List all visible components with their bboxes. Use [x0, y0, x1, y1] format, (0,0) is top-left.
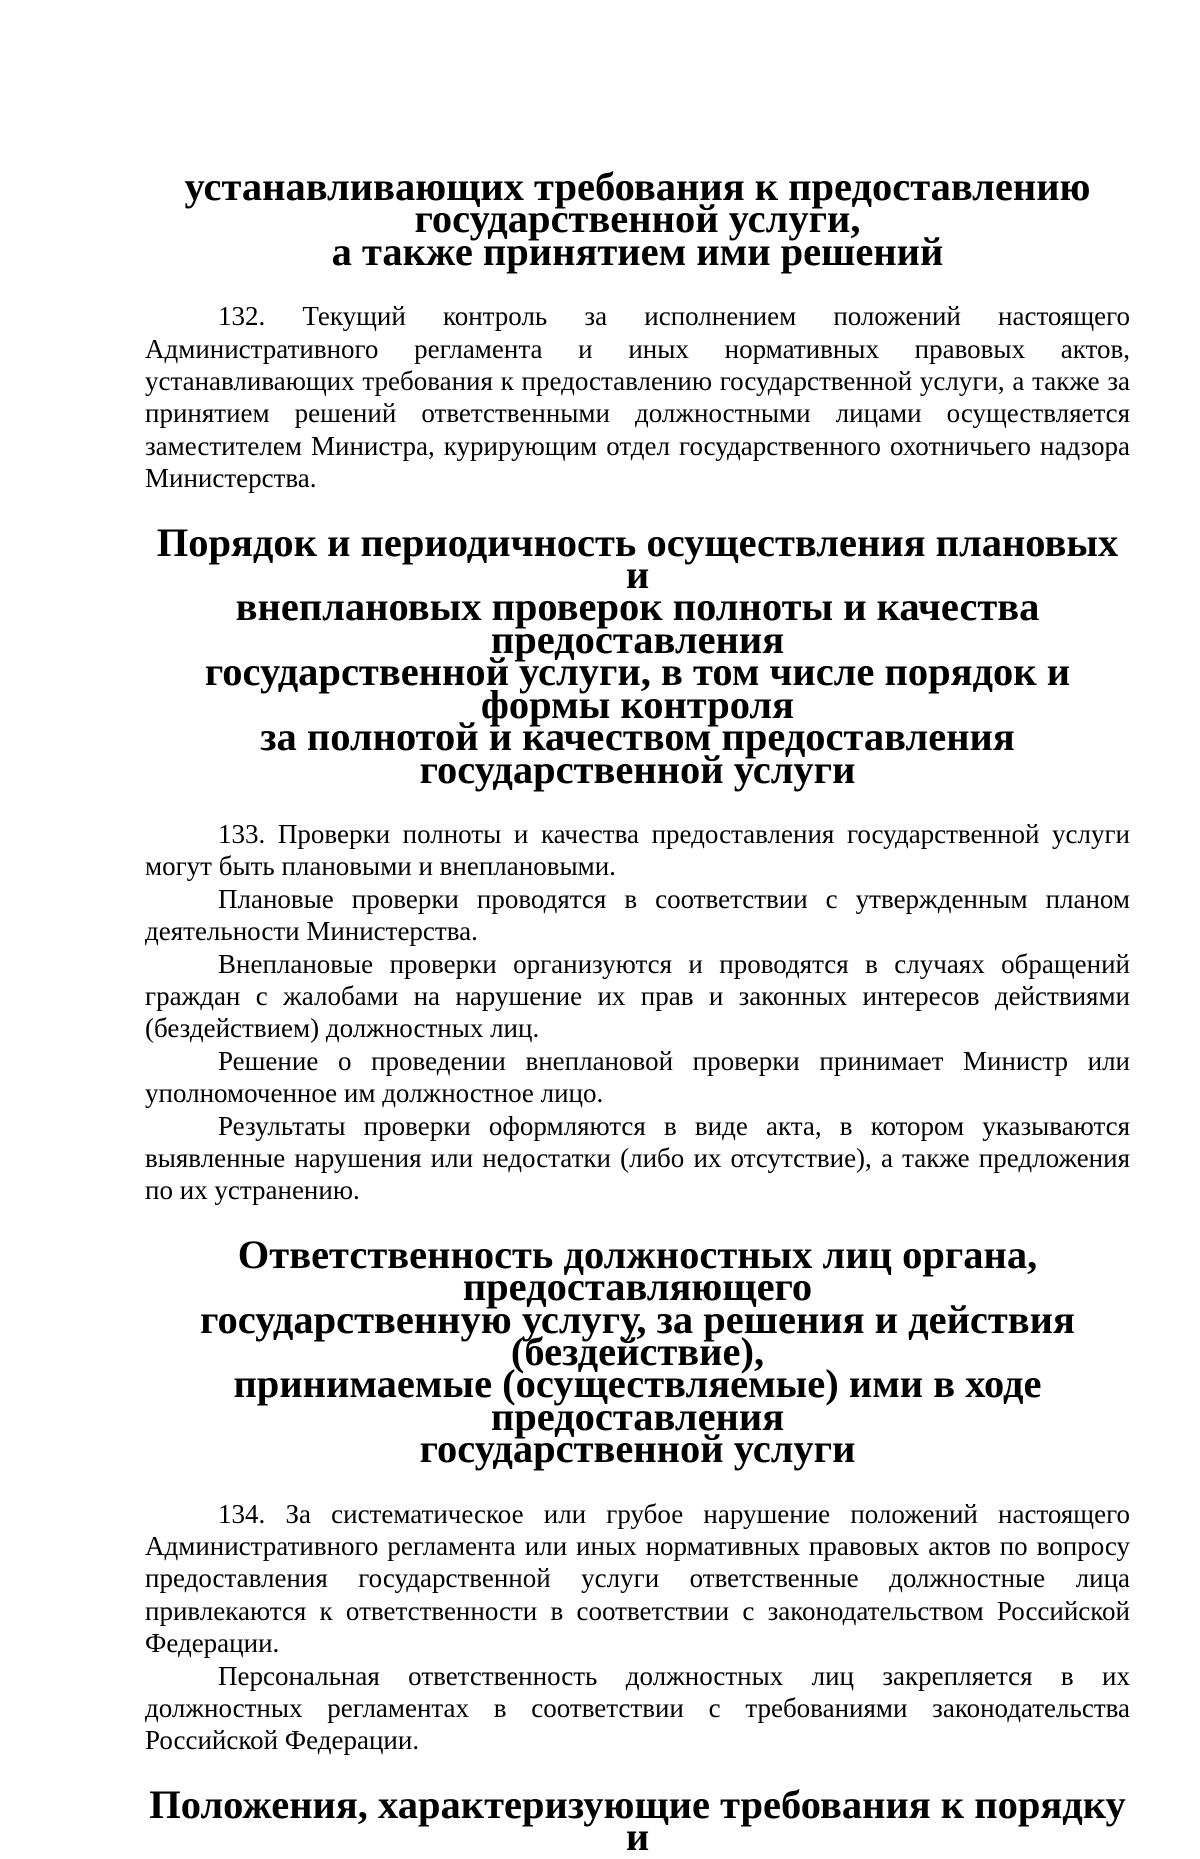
heading-line: государственной услуги [419, 1426, 856, 1472]
section-inspections [145, 519, 1130, 1239]
paragraph-134: 134. За систематическое или грубое нарушение положений настоящего Административного регламента или иных нормативных правовых актов по вопросу предоставления государственной услуги ответственные должностные лица привлекаются к ответственности в соответствии с законодательством Российской Федерации. [145, 1498, 1130, 1659]
section-control-decisions [145, 164, 1130, 527]
heading-line: государственной услуги, в том числе порядок и формы контроля [204, 649, 1071, 727]
paragraph: Внеплановые проверки организуются и проводятся в случаях обращений граждан с жалобами на нарушение их прав и законных интересов действиями (бездействием) должностных лиц. [145, 948, 1130, 1044]
section-heading [145, 519, 1130, 792]
heading-line: Ответственность должностных лиц органа, предоставляющего [237, 1231, 1038, 1310]
heading-line: внеплановых проверок полноты и качества предоставления [235, 584, 1040, 662]
section-heading [145, 1231, 1130, 1472]
heading-line: Положения, характеризующие требования к порядку и [149, 1781, 1126, 1859]
heading-line: государственную услугу, за решения и действия (бездействие), [200, 1296, 1075, 1374]
paragraph: Персональная ответственность должностных лиц закрепляется в их должностных регламентах в соответствии с требованиями законодательства Российской Федерации. [145, 1660, 1130, 1756]
heading-line: Порядок и периодичность осуществления плановых и [156, 519, 1119, 598]
paragraph: Решение о проведении внеплановой проверки принимает Министр или уполномоченное им должностное лицо. [145, 1045, 1130, 1109]
heading-line: устанавливающих требования к предоставлению государственной услуги, [184, 164, 1091, 242]
paragraph: Результаты проверки оформляются в виде акта, в котором указываются выявленные нарушения или недостатки (либо их отсутствие), а также предложения по их устранению. [145, 1110, 1130, 1206]
heading-line: принимаемые (осуществляемые) ими в ходе предоставления [233, 1361, 1042, 1439]
section-responsibility [145, 1231, 1130, 1789]
heading-line: а также принятием ими решений [331, 228, 944, 274]
section-heading [145, 164, 1130, 274]
section-requirements [145, 1781, 1130, 1859]
paragraph: Плановые проверки проводятся в соответствии с утвержденным планом деятельности Министерства. [145, 883, 1130, 947]
section-heading [145, 1781, 1130, 1859]
paragraph-132: 132. Текущий контроль за исполнением положений настоящего Административного регламента и иных нормативных правовых актов, устанавливающих требования к предоставлению государственной услуги, а также за принятием решений ответственными должностными лицами осуществляется заместителем Министра, курирующим отдел государственного охотничьего надзора Министерства. [145, 301, 1130, 494]
heading-line: за полнотой и качеством предоставления государственной услуги [260, 714, 1015, 792]
paragraph-133: 133. Проверки полноты и качества предоставления государственной услуги могут быть плановыми и внеплановыми. [145, 818, 1130, 882]
document-page [145, 164, 1130, 1859]
